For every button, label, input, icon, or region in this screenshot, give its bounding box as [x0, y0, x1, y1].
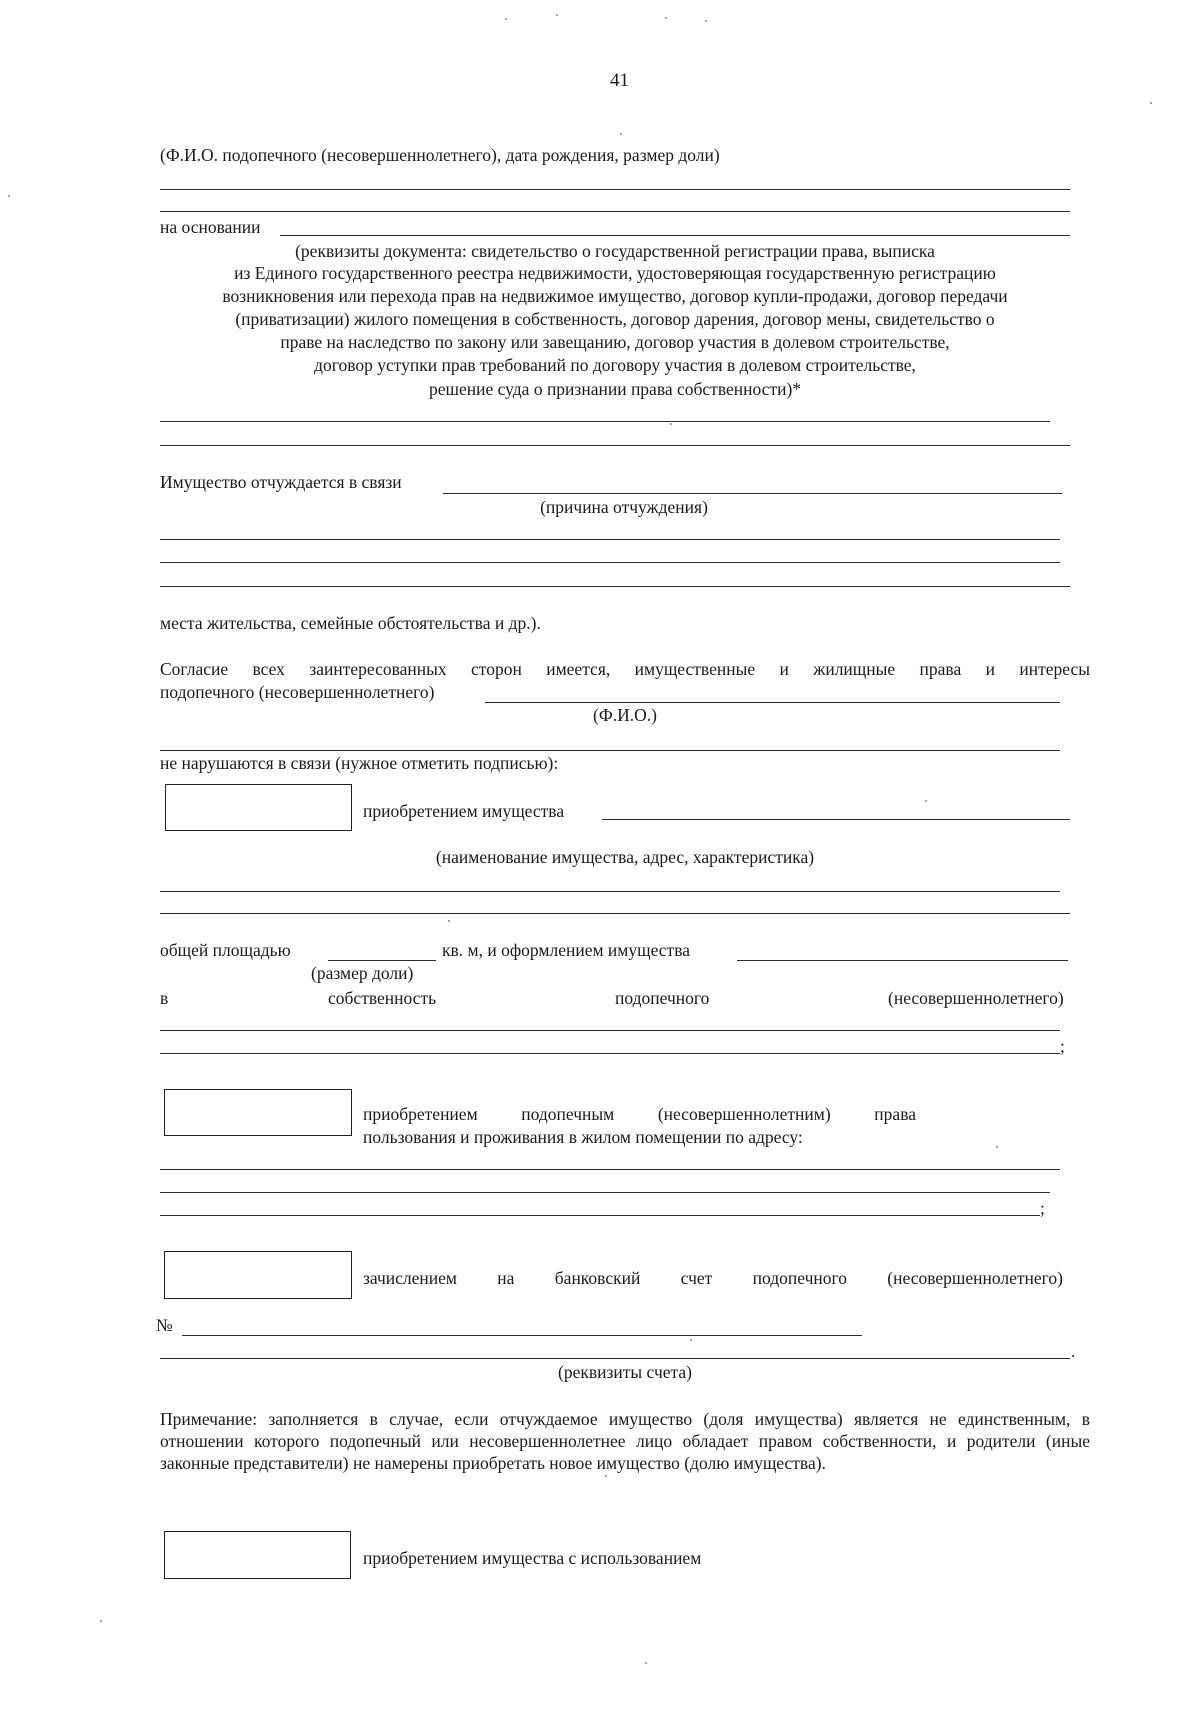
scan-speck — [665, 17, 667, 19]
residence-text: места жительства, семейные обстоятельства и др.). — [160, 613, 541, 633]
ownership-word: собственность — [328, 988, 437, 1008]
semicolon: ; — [1060, 1036, 1065, 1056]
signature-box-bank-account[interactable] — [164, 1251, 352, 1299]
semicolon: ; — [1040, 1198, 1045, 1218]
ownership-word: в — [160, 988, 169, 1008]
signature-box-residence-right[interactable] — [164, 1089, 352, 1136]
scan-speck — [645, 1662, 647, 1664]
ownership-line-2[interactable] — [160, 1053, 1060, 1054]
scan-speck — [556, 14, 558, 16]
requisites-line: праве на наследство по закону или завещанию, договор участия в долевом строительстве, — [280, 332, 950, 352]
option-purchase-label: приобретением имущества — [363, 801, 565, 821]
address-line-1[interactable] — [160, 1169, 1060, 1170]
option-purchase-with-funds-label: приобретением имущества с использованием — [363, 1548, 702, 1568]
scan-speck — [100, 1620, 102, 1622]
fio-caption: (Ф.И.О.) — [593, 705, 657, 725]
scan-speck — [620, 133, 622, 135]
option-bank-account-label: зачислением на банковский счет подопечного (несовершеннолетнего) — [363, 1268, 1063, 1288]
registration-fill-line[interactable] — [737, 960, 1068, 961]
address-line-3[interactable] — [160, 1215, 1040, 1216]
address-line-2[interactable] — [160, 1192, 1050, 1193]
alienation-label: Имущество отчуждается в связи — [160, 472, 402, 492]
scan-speck — [505, 18, 507, 20]
area-label: общей площадью — [160, 940, 291, 960]
account-caption: (реквизиты счета) — [558, 1362, 692, 1382]
account-number-fill-line[interactable] — [182, 1335, 862, 1336]
alienation-fill-line[interactable] — [443, 493, 1062, 494]
requisites-line: из Единого государственного реестра недвижимости, удостоверяющая государственную регистрацию — [234, 263, 996, 283]
ownership-word: (несовершеннолетнего) — [888, 988, 1064, 1008]
alienation-line-1[interactable] — [160, 539, 1060, 540]
consent-extra-line[interactable] — [160, 750, 1060, 751]
basis-label: на основании — [160, 217, 261, 237]
property-line-1[interactable] — [160, 891, 1060, 892]
signature-box-property-purchase[interactable] — [165, 784, 352, 831]
scan-speck — [8, 195, 10, 197]
option-residence-line-1: приобретением подопечным (несовершеннолетним) права — [363, 1104, 916, 1124]
period: . — [1071, 1341, 1076, 1361]
scan-speck — [448, 920, 450, 922]
requisites-line: договор уступки прав требований по договору участия в долевом строительстве, — [314, 355, 916, 375]
basis-extra-line-1[interactable] — [160, 421, 1050, 422]
scan-speck — [705, 20, 707, 22]
area-middle-text: кв. м, и оформлением имущества — [442, 940, 691, 960]
consent-ward-label: подопечного (несовершеннолетнего) — [160, 682, 435, 702]
property-line-2[interactable] — [160, 913, 1070, 914]
ward-fill-line-2[interactable] — [160, 211, 1070, 212]
scan-speck — [996, 1146, 998, 1148]
ward-fill-line-1[interactable] — [160, 189, 1070, 190]
alienation-line-2[interactable] — [160, 562, 1060, 563]
alienation-line-3[interactable] — [160, 586, 1070, 587]
option-purchase-caption: (наименование имущества, адрес, характеристика) — [435, 847, 815, 867]
ownership-line-1[interactable] — [160, 1030, 1060, 1031]
scan-speck — [925, 800, 927, 802]
signature-box-property-purchase-with-funds[interactable] — [164, 1531, 351, 1579]
option-residence-line-2: пользования и проживания в жилом помещении по адресу: — [363, 1127, 803, 1147]
requisites-line: решение суда о признании права собственности)* — [428, 379, 802, 399]
scan-speck — [670, 423, 672, 425]
not-violated-text: не нарушаются в связи (нужное отметить подписью): — [160, 753, 559, 773]
number-sign: № — [156, 1315, 173, 1335]
scan-speck — [1150, 102, 1152, 104]
page-number: 41 — [610, 70, 629, 91]
ward-caption: (Ф.И.О. подопечного (несовершеннолетнего), дата рождения, размер доли) — [160, 145, 720, 165]
basis-fill-line[interactable] — [280, 235, 1070, 236]
requisites-line: возникновения или перехода прав на недвижимое имущество, договор купли-продажи, договор передачи — [222, 286, 1008, 306]
consent-fio-fill-line[interactable] — [485, 702, 1060, 703]
account-requisites-fill-line[interactable] — [160, 1358, 1070, 1359]
option-purchase-fill-line[interactable] — [602, 819, 1070, 820]
alienation-caption: (причина отчуждения) — [540, 497, 708, 517]
ownership-word: подопечного — [615, 988, 710, 1008]
requisites-line: (реквизиты документа: свидетельство о государственной регистрации права, выписка — [295, 241, 935, 261]
consent-text: Согласие всех заинтересованных сторон имеется, имущественные и жилищные права и интересы — [160, 659, 1090, 679]
area-fill-line[interactable] — [328, 960, 436, 961]
basis-extra-line-2[interactable] — [160, 445, 1070, 446]
scan-speck — [605, 1475, 607, 1477]
requisites-line: (приватизации) жилого помещения в собственность, договор дарения, договор мены, свидетельство о — [235, 309, 995, 329]
note-text: Примечание: заполняется в случае, если отчуждаемое имущество (доля имущества) является не единственным, в отношении которого подопечный или несовершеннолетнее лицо обладает правом собственности, и родители (иные законные представители) не намерены приобретать новое имущество (долю имущества). — [160, 1409, 1090, 1473]
scan-speck — [690, 1339, 692, 1341]
share-caption: (размер доли) — [311, 963, 414, 983]
